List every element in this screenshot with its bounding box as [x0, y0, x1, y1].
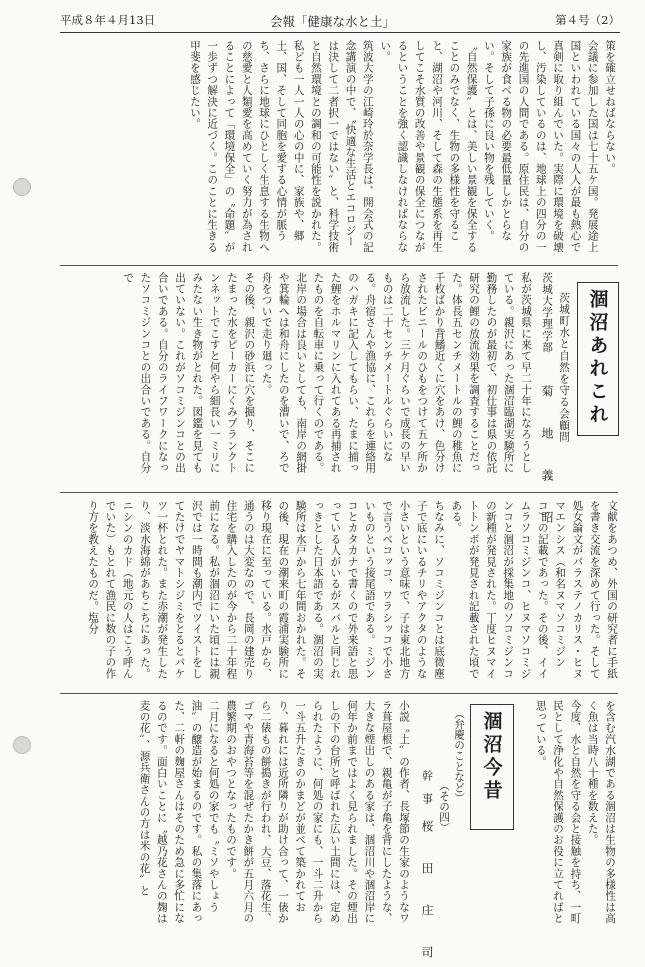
section-divider-2: [60, 492, 618, 493]
top-article: [60, 40, 618, 258]
konjaku-subtitle: （弁慶のことなど）: [453, 708, 465, 804]
konjaku-paragraph: 小説〝土〟の作者、長塚節の生家のようなワラ葺屋根で、親亀が子亀を背にしたような、大きな煙出しのある家は、涸沼川や涸沼岸に何年か前まではよく見られました。その煙出しの下の台所と呼ばれた広い土間には、定められたように、何処の家にも、一斗二升から一斗五升たきのかまどが並べて築かれており、暮れには近所隣りが助け合って、一俵から二俵もの餅搗きが行われ、大豆、落花生、ゴマや青海苔等を混ぜたかき餅が五月六月の農繁期のおやつとなったものです。: [225, 700, 410, 924]
issue-number: 第４号（2）: [555, 13, 620, 27]
konjaku-body: [60, 700, 412, 925]
konjaku-title: 涸沼今昔: [480, 711, 503, 803]
aresore-title-box: [577, 282, 619, 436]
aresore-title: 涸沼あれこれ: [586, 289, 609, 427]
konjaku-role: 幹 事: [421, 770, 433, 805]
section-divider-3: [60, 693, 618, 694]
aresore-author: 菊 地 義 昭: [540, 385, 554, 532]
aresore-body: [60, 272, 534, 483]
konjaku-title-box: [470, 704, 514, 830]
konjaku-part: （その四）: [438, 780, 450, 833]
konjaku-author: 桜 田 庄 司: [420, 820, 434, 967]
issue-date: 平成８年４月13日: [60, 13, 156, 27]
continued-paragraph: ちなみに、ソコミジンコとは底微塵子で底にいるチリやアクタのような小さいという意味で、子は東北地方で言うベコッコ、ワラシッコで小さいものという接尾語である。ミジンコとカタカナで書くので外来語と思っている人がいるがスバルと同じれっきとした日本語である。涸沼の実験所は水戸から七年間おかれた。その後、現在の潮来町の霞浦実験所に移り現在に至っている。水戸から、通うのは大変なので、長岡の建売り住宅を購入したのが今から二十年程前になる。私が涸沼にいた頃には親沢では一時間も潮内でツイストをしてたけでヤマトシジミをとるとバケツ一杯とれた。また赤潮が発生したり、淡水海綿があちこちにあった。ニシンのカド（地元の人はこう呼んでいた）もとれて漁民に数の子の作り方を教えたものだ。塩分: [87, 500, 446, 680]
carry-over-paragraph: を含む汽水湖である涸沼は生物の多様性は高く魚は当時八十種を数えた。: [586, 700, 616, 924]
continued-paragraph: 文献をあつめ、外国の研究者に手紙を書き交流を深めて行った。そして処女論文がパラステノカリス・ヒヌマエンシス（和名ヌマソコミジンコ）の記載であった。その後、イイムラソコミジンコ、ヒヌマソコミジンコと涸沼が採集地のソコミジンコの新種が発見された。丁度ヒヌマイトトンボが発見され記載された頃である。: [450, 500, 618, 680]
aresore-paragraph: その後、親沢の砂浜に穴を掘り、そこにたまった水をビーカーにくみプランクトンネットでこすと何やら細長い一ミリにみたない生き物がとれた。図鑑を見ても出ていない。これがソコミジンコとの出合いである。自分のライフワークになったソコミジンコとの出合いである。自分で: [122, 272, 256, 474]
aresore-paragraph: 私が茨城県に来て早二十年になろうとしている。親沢にあった涸沼臨湖実験所に勤務したのが最初で、初仕事は県の依託研究の鯉の放流効果を調査することだった。体長五センチメートルの鯉の稚魚に千枚ばかり背鰭近くに穴をあけ、色分けされたビニールのひもをつけて五ケ所から放流した。三ケ月ぐらいで成長の早いものは二十センチメートルぐらいになる。舟宿さんや漁協に、これらを連絡用のハガキに記入してもらい、たまに捕った鯉をホルマリンに入れてある再捕されたものを自転車に乗って行くのである。北岸の場合は良いとしても、南岸の網掛や箕輪へは和舟にしたのを漕いで、ろで舟をついで走り廻った。: [260, 272, 532, 474]
header-rule: [60, 32, 620, 33]
binder-hole-top: [13, 178, 31, 196]
binder-hole-bottom: [13, 736, 31, 754]
top-paragraph: 私ども一人一人の心の中に、家族や、郷土、国、そして同胞を愛する心情が脈うち、さらに地球にひとしく生息する生物への慈愛と人類愛を高めていく努力が為されることによって「環境保全」の〝命題〟が一歩ずつ解決に近づく。このことに生きる甲斐を感じたい。: [188, 40, 305, 253]
top-paragraph: 策を確立せねばならない。: [604, 40, 616, 175]
aresore-continued: [60, 500, 620, 685]
aresore-affiliation: 茨城大学理学部: [541, 272, 553, 354]
aresore-org: 茨城町水と自然を守る会顧問: [558, 292, 570, 443]
top-paragraph: 〝自然保護〟とは、美しい景観を保全することのみでなく、生物の多様性を守ること、湖沼や河川、そして森の生態系を再生してこそ水質の改善や景観の保全につながるということを強く認識しなければならない。: [379, 40, 478, 253]
carry-over: [520, 700, 618, 925]
top-paragraph: 筑波大学の江崎玲於奈学長は、開会式の記念講演の中で、〝快適な生活とエコロジーは決して二者択一ではない〟と、科学技術と自然環境との調和の可能性を説かれた。: [309, 40, 374, 253]
section-divider-1: [60, 265, 618, 266]
newsletter-title: 会報「健康な水と土」: [270, 14, 396, 29]
top-paragraph: 会議に参加した国は七十五ケ国。発展途上国といわれている国々の人人が最も熱心で真剣に取り組んでいた。実際に環境を破壊し、汚染しているのは、地球上の四分の一の先進国の人間である。原住民は、自分の家族が食べる物の必要最低量しかとらない。そして子孫に良い物を残していく。: [482, 40, 599, 253]
carry-over-paragraph: 今度、水と自然を守る会と接触を持ち、一町民として浄化や自然保護のお役に立てればと思っている。: [534, 700, 582, 924]
page-header: [60, 12, 620, 30]
konjaku-paragraph: 二月になると何処の家でも〝ミソやしょう油〟の醸造が始まるのです。私の集落にあった、二軒の麹屋さんはそのため急に多忙になるのです。面白いことに〝越乃花さんの麹は麦の花〟、源兵衛さんの方は米の花〟と: [138, 700, 220, 924]
